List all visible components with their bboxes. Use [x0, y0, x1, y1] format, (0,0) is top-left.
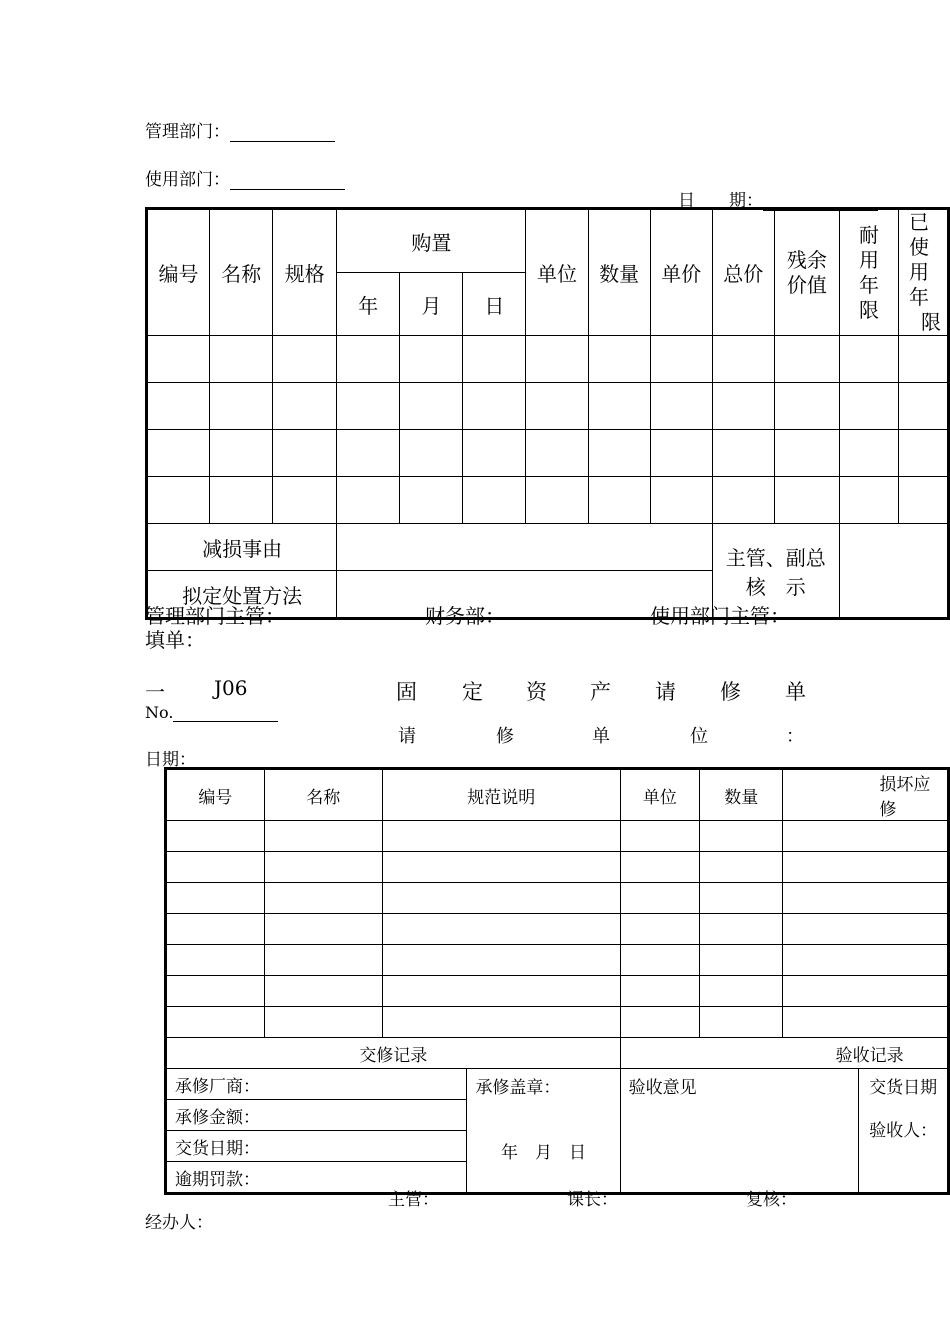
- header-name: 名称: [210, 209, 273, 336]
- table-row: [166, 976, 949, 1007]
- table-row: [166, 821, 949, 852]
- delivery-date-field[interactable]: 交货日期：: [166, 1131, 467, 1162]
- header-quantity: 数量: [588, 209, 650, 336]
- life-char-4: 限: [858, 297, 879, 322]
- user-dept-input[interactable]: [230, 173, 345, 190]
- header-unit: 单位: [526, 209, 588, 336]
- supervisor-approval-input[interactable]: [839, 524, 948, 619]
- t2-header-quantity: 数量: [700, 769, 783, 821]
- mgmt-dept-field: [145, 117, 335, 142]
- life-char-2: 用: [858, 247, 879, 272]
- section-chief-sign: 课长：: [567, 1190, 618, 1210]
- no-input[interactable]: [173, 705, 278, 722]
- header-total-price: 总价: [712, 209, 774, 336]
- mgmt-dept-label: 管理部门：: [145, 122, 230, 142]
- user-supervisor-sign: 使用部门主管：: [650, 604, 790, 628]
- unit-char: ：: [786, 726, 804, 747]
- residual-line2: 价值: [786, 272, 827, 297]
- unit-char: 修: [496, 726, 514, 747]
- delivery-acceptor-field[interactable]: [859, 1069, 949, 1194]
- handover-record-label: 交修记录: [166, 1038, 621, 1069]
- used-char-1: 已使: [909, 210, 930, 259]
- t2-header-number: 编号: [166, 769, 265, 821]
- finance-sign: 财务部：: [425, 604, 505, 628]
- header-spec: 规格: [273, 209, 337, 336]
- t2-header-name: 名称: [264, 769, 382, 821]
- title-char: 单: [785, 680, 806, 704]
- method-label: 拟定处置方法: [147, 571, 337, 619]
- acceptance-opinion-label: 验收意见: [628, 1078, 697, 1098]
- life-char-1: 耐: [858, 222, 879, 247]
- form-code-prefix: 一: [145, 680, 165, 704]
- no-field: [145, 703, 278, 722]
- form-code: J06: [214, 676, 248, 700]
- reason-label: 减损事由: [147, 524, 337, 571]
- table-row: [147, 430, 949, 477]
- table-row: [166, 1007, 949, 1038]
- unit-char: 位: [690, 726, 708, 747]
- repair-seal-date: 年 月 日: [501, 1143, 587, 1163]
- date-label: 日 期：: [678, 191, 763, 211]
- table-row: [166, 852, 949, 883]
- t2-header-unit: 单位: [620, 769, 699, 821]
- mgmt-dept-input[interactable]: [230, 125, 335, 142]
- header-service-life: [839, 209, 898, 336]
- acceptor-label: 验收人：: [869, 1121, 938, 1141]
- acceptance-record-label: 验收记录: [620, 1038, 948, 1069]
- filled-by-sign: 填单：: [145, 628, 205, 652]
- unit-char: 请: [398, 726, 416, 747]
- header-used-years: [899, 209, 949, 336]
- reason-input[interactable]: [337, 524, 713, 571]
- reviewer-sign: 复核：: [746, 1190, 797, 1210]
- table-row: [166, 883, 949, 914]
- title-char: 产: [590, 680, 611, 704]
- repair-amount-field[interactable]: 承修金额：: [166, 1100, 467, 1131]
- table-row: [166, 914, 949, 945]
- header-residual-value: [774, 209, 839, 336]
- used-char-3: 限: [921, 310, 942, 334]
- t2-header-damage: 损坏应修: [783, 769, 949, 821]
- title-char: 请: [655, 680, 676, 704]
- table-row: [147, 336, 949, 383]
- title-char: 资: [526, 680, 547, 704]
- unit-char: 单: [592, 726, 610, 747]
- header-year: 年: [337, 273, 400, 336]
- asset-table: [145, 207, 950, 620]
- title-char: 修: [720, 680, 741, 704]
- repair-table: [164, 767, 950, 1195]
- title-char: 定: [462, 680, 483, 704]
- title-char: 固: [396, 680, 417, 704]
- supervisor-sign: 主管：: [388, 1190, 439, 1210]
- header-month: 月: [400, 273, 463, 336]
- user-dept-field: [145, 165, 345, 190]
- header-unit-price: 单价: [650, 209, 712, 336]
- form2-date-label: 日期：: [145, 750, 196, 770]
- delivery-date2-label: 交货日期: [869, 1078, 938, 1098]
- repair-vendor-field[interactable]: 承修厂商：: [166, 1069, 467, 1100]
- t2-header-spec: 规范说明: [382, 769, 620, 821]
- user-dept-label: 使用部门：: [145, 170, 230, 190]
- acceptance-opinion-field[interactable]: [620, 1069, 858, 1194]
- life-char-3: 年: [858, 272, 879, 297]
- header-purchase: 购置: [337, 209, 526, 273]
- repair-seal-field[interactable]: [467, 1069, 620, 1194]
- table-row: [147, 477, 949, 524]
- used-char-2: 用年: [909, 260, 930, 309]
- supervisor-line1: 主管、副总: [725, 545, 826, 570]
- mgmt-supervisor-sign: 管理部门主管：: [145, 604, 285, 628]
- header-day: 日: [463, 273, 526, 336]
- supervisor-line2: 核 示: [745, 574, 806, 599]
- table-row: [147, 383, 949, 430]
- repair-seal-label: 承修盖章：: [475, 1078, 561, 1098]
- overdue-penalty-field[interactable]: 逾期罚款：: [166, 1162, 467, 1194]
- header-number: 编号: [147, 209, 210, 336]
- table-row: [166, 945, 949, 976]
- residual-line1: 残余: [786, 247, 827, 272]
- no-label: No.: [145, 703, 174, 722]
- handler-sign: 经办人：: [145, 1213, 213, 1233]
